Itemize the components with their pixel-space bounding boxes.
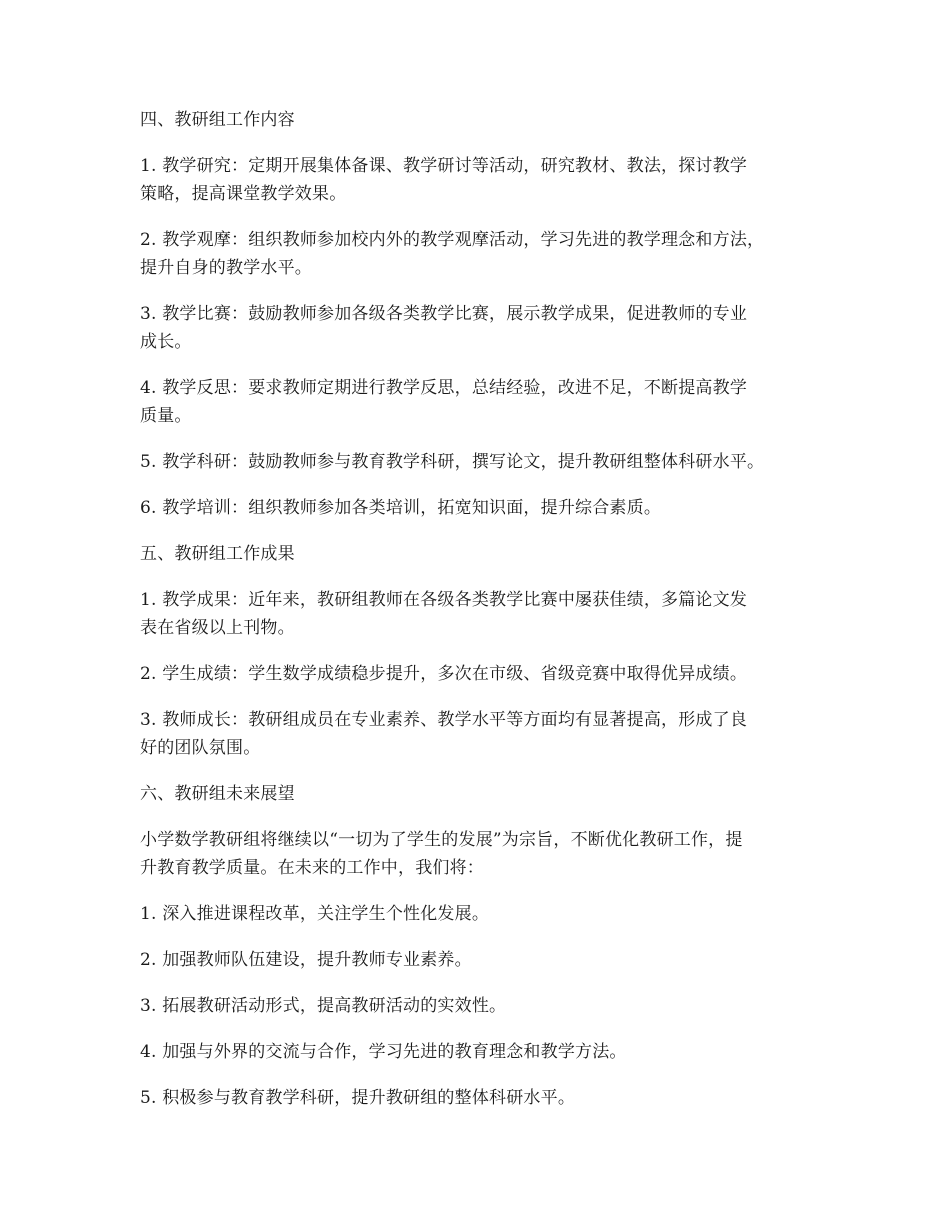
- paragraph-item: [140, 900, 830, 928]
- text-line: 成长。: [140, 332, 192, 352]
- paragraph-item: [140, 706, 830, 762]
- section-heading-6: [140, 780, 830, 808]
- text-line: 五、教研组工作成果: [140, 544, 295, 564]
- text-line: 4. 加强与外界的交流与合作，学习先进的教育理念和教学方法。: [140, 1042, 627, 1062]
- text-line: 六、教研组未来展望: [140, 784, 295, 804]
- text-line: 策略，提高课堂教学效果。: [140, 184, 347, 204]
- paragraph-item: [140, 586, 830, 642]
- text-line: 表在省级以上刊物。: [140, 618, 295, 638]
- paragraph-item: [140, 374, 830, 430]
- text-line: 3. 教师成长：教研组成员在专业素养、教学水平等方面均有显著提高，形成了良: [140, 710, 748, 730]
- paragraph-item: [140, 152, 830, 208]
- paragraph-item: [140, 992, 830, 1020]
- paragraph-item: [140, 300, 830, 356]
- paragraph-item: [140, 660, 830, 688]
- text-line: 5. 教学科研：鼓励教师参与教育教学科研，撰写论文，提升教研组整体科研水平。: [140, 452, 765, 472]
- text-line: 小学数学教研组将继续以“一切为了学生的发展”为宗旨，不断优化教研工作，提: [140, 830, 743, 850]
- paragraph-item: [140, 946, 830, 974]
- text-line: 质量。: [140, 406, 192, 426]
- text-line: 1. 教学研究：定期开展集体备课、教学研讨等活动，研究教材、教法，探讨教学: [140, 156, 748, 176]
- text-line: 2. 加强教师队伍建设，提升教师专业素养。: [140, 950, 472, 970]
- text-line: 好的团队氛围。: [140, 738, 261, 758]
- text-line: 2. 学生成绩：学生数学成绩稳步提升，多次在市级、省级竞赛中取得优异成绩。: [140, 664, 748, 684]
- paragraph-item: [140, 226, 830, 282]
- paragraph-intro: [140, 826, 830, 882]
- text-line: 3. 教学比赛：鼓励教师参加各级各类教学比赛，展示教学成果，促进教师的专业: [140, 304, 748, 324]
- text-line: 3. 拓展教研活动形式，提高教研活动的实效性。: [140, 996, 507, 1016]
- paragraph-item: [140, 1038, 830, 1066]
- section-heading-4: [140, 106, 830, 134]
- text-line: 升教育教学质量。在未来的工作中，我们将：: [140, 858, 484, 878]
- text-line: 6. 教学培训：组织教师参加各类培训，拓宽知识面，提升综合素质。: [140, 498, 662, 518]
- text-line: 1. 深入推进课程改革，关注学生个性化发展。: [140, 904, 490, 924]
- paragraph-item: [140, 494, 830, 522]
- text-line: 1. 教学成果：近年来，教研组教师在各级各类教学比赛中屡获佳绩，多篇论文发: [140, 590, 748, 610]
- paragraph-item: [140, 1084, 830, 1112]
- text-line: 四、教研组工作内容: [140, 110, 295, 130]
- document-page: [140, 106, 830, 1112]
- text-line: 2. 教学观摩：组织教师参加校内外的教学观摩活动，学习先进的教学理念和方法，: [140, 230, 765, 250]
- section-heading-5: [140, 540, 830, 568]
- text-line: 5. 积极参与教育教学科研，提升教研组的整体科研水平。: [140, 1088, 576, 1108]
- text-line: 提升自身的教学水平。: [140, 258, 312, 278]
- text-line: 4. 教学反思：要求教师定期进行教学反思，总结经验，改进不足，不断提高教学: [140, 378, 748, 398]
- paragraph-item: [140, 448, 830, 476]
